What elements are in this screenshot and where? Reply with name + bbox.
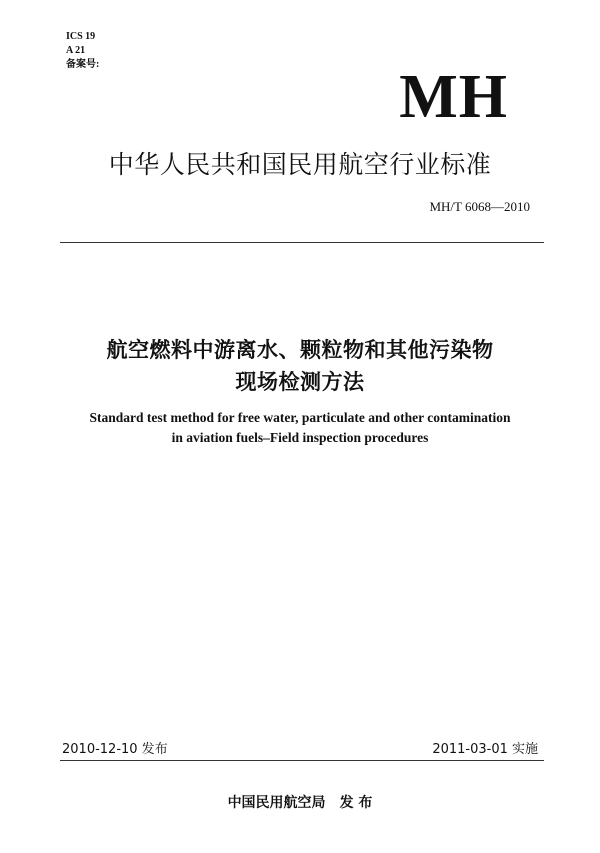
record-number-label: 备案号: [66,59,100,70]
effective-date: 2011-03-01 实施 [432,742,538,757]
title-english-line-1: Standard test method for free water, particulate and other contamination [89,410,511,425]
standard-category: 中华人民共和国民用航空行业标准 [108,150,492,179]
publisher [0,792,600,812]
title-english-line-2: in aviation fuels–Field inspection procedures [171,430,429,445]
mh-logo: MH [399,63,508,131]
top-divider [60,242,544,243]
title-chinese-line-2: 现场检测方法 [235,370,365,394]
bottom-divider [60,760,544,761]
title-chinese-line-1: 航空燃料中游离水、颗粒物和其他污染物 [106,338,494,362]
publisher-verb: 发 布 [339,795,373,811]
title-chinese [0,334,600,398]
issue-date: 2010-12-10 发布 [62,742,168,757]
ics-code: ICS 19 [66,31,96,42]
title-english [0,408,600,448]
standard-number: MH/T 6068—2010 [429,199,530,214]
classification-block [66,30,99,72]
publisher-name: 中国民用航空局 [227,795,326,811]
ccs-code: A 21 [66,45,86,56]
